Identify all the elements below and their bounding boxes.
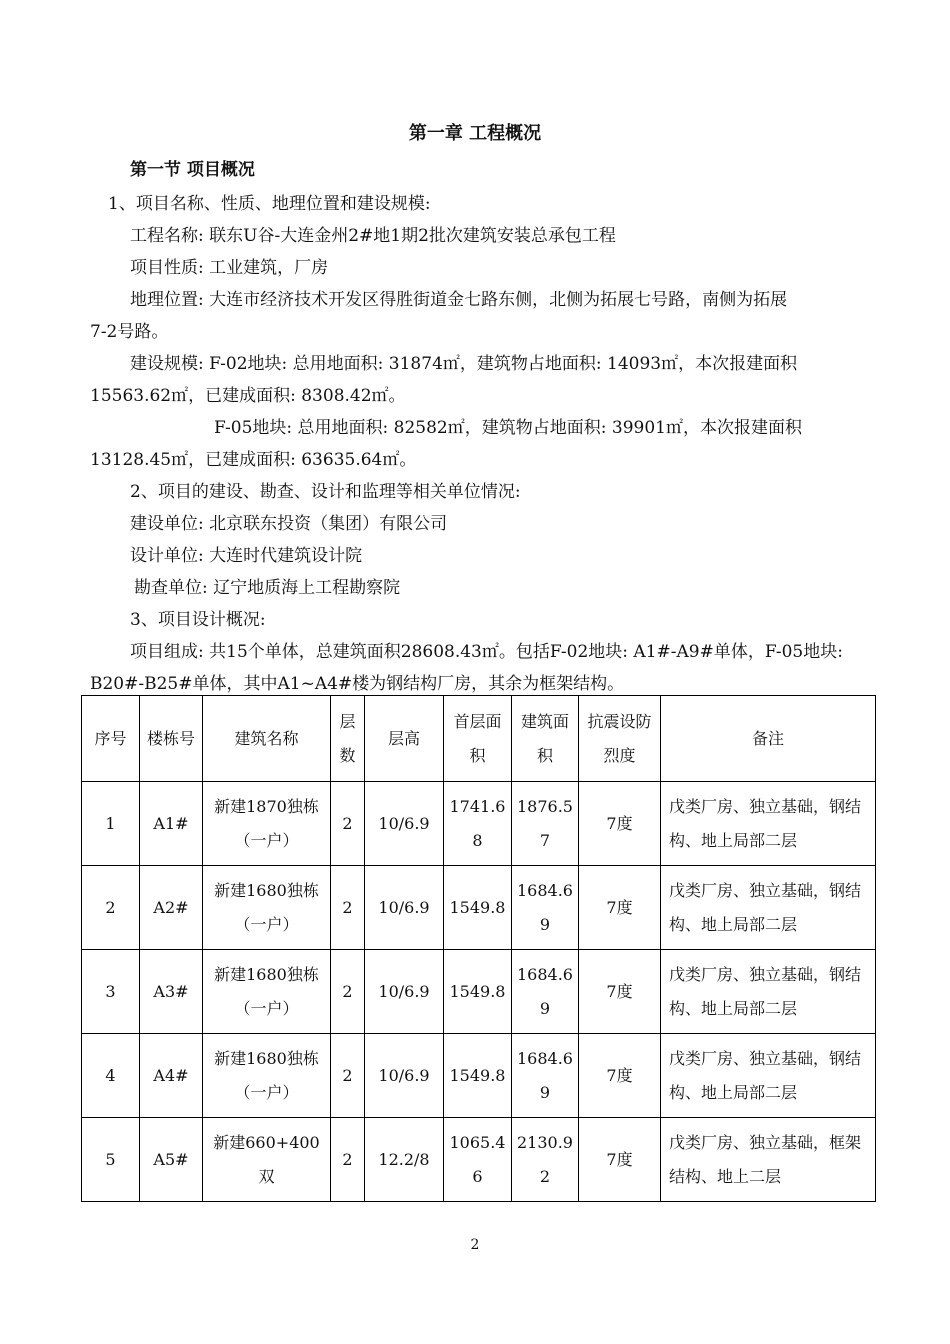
cell-building-name: 新建1680独栋（一户）	[203, 1034, 331, 1118]
project-nature: 项目性质: 工业建筑，厂房	[130, 258, 329, 278]
composition-line-1: 项目组成: 共15个单体，总建筑面积28608.43㎡。包括F-02地块: A1#-A9#单体，F-05地块:	[130, 642, 843, 662]
cell-first-floor-area: 1549.8	[444, 1034, 512, 1118]
surveyor-unit: 勘查单位: 辽宁地质海上工程勘察院	[134, 578, 401, 598]
cell-building-name: 新建1680独栋（一户）	[203, 950, 331, 1034]
header-seq: 序号	[82, 696, 140, 782]
header-seismic-intensity: 抗震设防烈度	[579, 696, 661, 782]
scale-f02-line-1: 建设规模: F-02地块: 总用地面积: 31874㎡，建筑物占地面积: 14093㎡，本次报建面积	[130, 354, 798, 374]
chapter-title: 第一章 工程概况	[408, 123, 542, 144]
cell-remarks: 戊类厂房、独立基础，钢结构、地上局部二层	[661, 950, 876, 1034]
builder-unit: 建设单位: 北京联东投资（集团）有限公司	[130, 514, 448, 534]
cell-building-area: 1684.69	[512, 866, 579, 950]
table-row	[82, 950, 876, 1034]
cell-floor-height: 10/6.9	[365, 782, 444, 866]
cell-seismic-intensity: 7度	[579, 866, 661, 950]
table-row	[82, 1118, 876, 1202]
scale-f02-line-2: 15563.62㎡，已建成面积: 8308.42㎡。	[90, 386, 406, 406]
cell-building-no: A2#	[140, 866, 203, 950]
cell-remarks: 戊类厂房、独立基础，钢结构、地上局部二层	[661, 1034, 876, 1118]
cell-floors: 2	[331, 1118, 365, 1202]
cell-building-area: 1876.57	[512, 782, 579, 866]
table-row	[82, 782, 876, 866]
header-building-name: 建筑名称	[203, 696, 331, 782]
cell-first-floor-area: 1741.68	[444, 782, 512, 866]
location-line-1: 地理位置: 大连市经济技术开发区得胜街道金七路东侧，北侧为拓展七号路，南侧为拓展	[130, 290, 788, 310]
cell-first-floor-area: 1549.8	[444, 950, 512, 1034]
cell-seismic-intensity: 7度	[579, 782, 661, 866]
scale-f05-line-2: 13128.45㎡，已建成面积: 63635.64㎡。	[90, 450, 417, 470]
cell-building-no: A3#	[140, 950, 203, 1034]
header-building-area: 建筑面积	[512, 696, 579, 782]
cell-floor-height: 10/6.9	[365, 950, 444, 1034]
cell-seq: 5	[82, 1118, 140, 1202]
designer-unit: 设计单位: 大连时代建筑设计院	[130, 546, 363, 566]
scale-f05-line-1: F-05地块: 总用地面积: 82582㎡，建筑物占地面积: 39901㎡，本次报建面积	[214, 418, 802, 438]
cell-remarks: 戊类厂房、独立基础，钢结构、地上局部二层	[661, 782, 876, 866]
cell-floor-height: 12.2/8	[365, 1118, 444, 1202]
cell-seq: 1	[82, 782, 140, 866]
cell-floors: 2	[331, 1034, 365, 1118]
table-row	[82, 866, 876, 950]
buildings-table	[81, 695, 876, 1202]
header-building-no: 楼栋号	[140, 696, 203, 782]
cell-building-name: 新建660+400双	[203, 1118, 331, 1202]
cell-floor-height: 10/6.9	[365, 1034, 444, 1118]
cell-first-floor-area: 1549.8	[444, 866, 512, 950]
item3-heading: 3、项目设计概况:	[130, 610, 266, 630]
cell-first-floor-area: 1065.46	[444, 1118, 512, 1202]
cell-remarks: 戊类厂房、独立基础，钢结构、地上局部二层	[661, 866, 876, 950]
cell-floor-height: 10/6.9	[365, 866, 444, 950]
cell-floors: 2	[331, 782, 365, 866]
item1-heading: 1、项目名称、性质、地理位置和建设规模:	[108, 194, 431, 214]
header-remarks: 备注	[661, 696, 876, 782]
cell-remarks: 戊类厂房、独立基础，框架结构、地上二层	[661, 1118, 876, 1202]
composition-line-2: B20#-B25#单体，其中A1~A4#楼为钢结构厂房，其余为框架结构。	[90, 674, 625, 694]
cell-building-area: 2130.92	[512, 1118, 579, 1202]
cell-seq: 3	[82, 950, 140, 1034]
cell-building-no: A5#	[140, 1118, 203, 1202]
table-header-row	[82, 696, 876, 782]
cell-seq: 2	[82, 866, 140, 950]
cell-building-area: 1684.69	[512, 950, 579, 1034]
item2-heading: 2、项目的建设、勘查、设计和监理等相关单位情况:	[130, 482, 521, 502]
cell-seismic-intensity: 7度	[579, 950, 661, 1034]
cell-floors: 2	[331, 866, 365, 950]
cell-seismic-intensity: 7度	[579, 1034, 661, 1118]
project-name: 工程名称: 联东U谷-大连金州2#地1期2批次建筑安装总承包工程	[130, 226, 616, 246]
header-floor-height: 层高	[365, 696, 444, 782]
cell-seismic-intensity: 7度	[579, 1118, 661, 1202]
cell-building-no: A1#	[140, 782, 203, 866]
cell-building-no: A4#	[140, 1034, 203, 1118]
location-line-2: 7-2号路。	[90, 322, 169, 342]
table-row	[82, 1034, 876, 1118]
cell-building-area: 1684.69	[512, 1034, 579, 1118]
page-number: 2	[470, 1237, 480, 1253]
section-title: 第一节 项目概况	[130, 160, 255, 180]
cell-building-name: 新建1680独栋（一户）	[203, 866, 331, 950]
cell-building-name: 新建1870独栋（一户）	[203, 782, 331, 866]
header-floors: 层数	[331, 696, 365, 782]
cell-seq: 4	[82, 1034, 140, 1118]
header-first-floor-area: 首层面积	[444, 696, 512, 782]
cell-floors: 2	[331, 950, 365, 1034]
